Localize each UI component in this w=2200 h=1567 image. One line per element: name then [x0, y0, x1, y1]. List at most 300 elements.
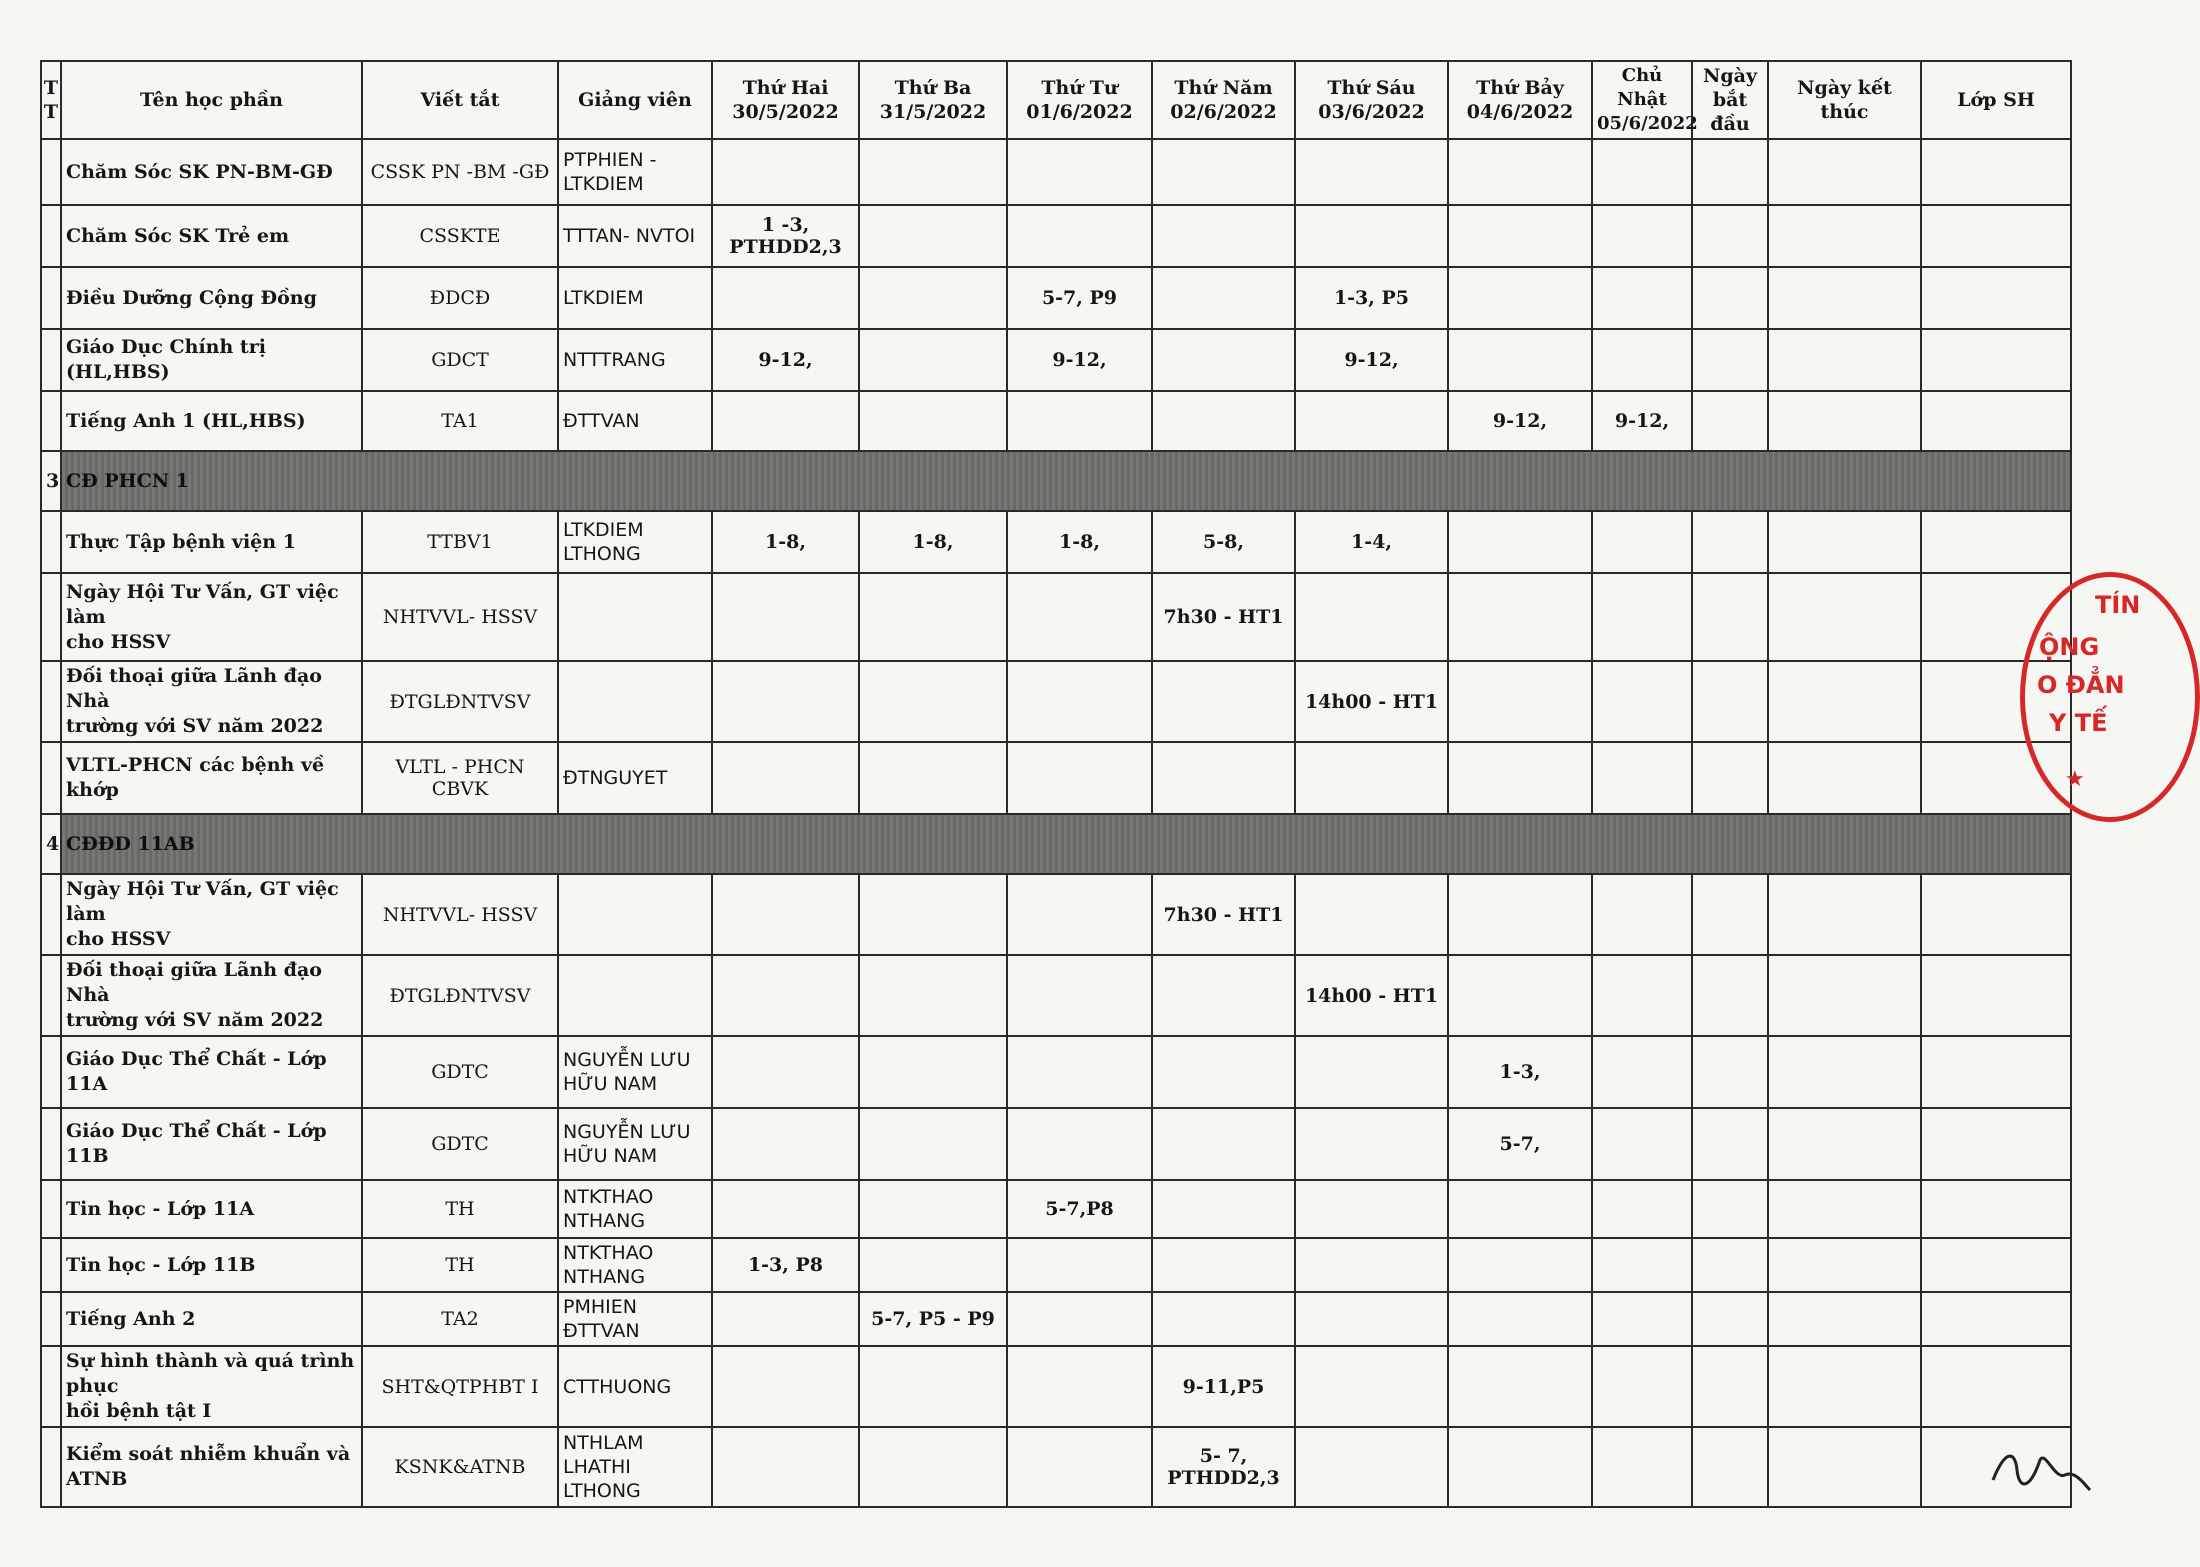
schedule-cell-tue	[859, 139, 1007, 205]
end-date-cell	[1768, 573, 1921, 661]
schedule-cell-tue	[859, 1427, 1007, 1507]
schedule-cell-fri	[1295, 391, 1448, 451]
course-name-cell: Tin học - Lớp 11A	[61, 1180, 362, 1238]
end-date-cell	[1768, 139, 1921, 205]
schedule-cell-thu	[1152, 1238, 1295, 1292]
schedule-cell-mon: 1 -3, PTHDD2,3	[712, 205, 859, 267]
schedule-cell-wed	[1007, 1427, 1152, 1507]
schedule-cell-fri: 9-12,	[1295, 329, 1448, 391]
row-number-cell	[41, 742, 61, 814]
schedule-cell-mon	[712, 139, 859, 205]
start-date-cell	[1692, 267, 1768, 329]
header-thursday: Thứ Năm 02/6/2022	[1152, 61, 1295, 139]
schedule-cell-tue	[859, 205, 1007, 267]
course-name-cell: Giáo Dục Thể Chất - Lớp 11A	[61, 1036, 362, 1108]
schedule-cell-sat	[1448, 1346, 1592, 1427]
abbreviation-cell: CSSK PN -BM -GĐ	[362, 139, 558, 205]
group-row	[41, 814, 2071, 874]
class-cell	[1921, 1346, 2071, 1427]
schedule-cell-sat	[1448, 1180, 1592, 1238]
group-label: CĐ PHCN 1	[61, 451, 2071, 511]
schedule-cell-thu	[1152, 139, 1295, 205]
course-name-cell: Tiếng Anh 1 (HL,HBS)	[61, 391, 362, 451]
lecturer-cell: CTTHUONG	[558, 1346, 712, 1427]
schedule-cell-mon	[712, 1346, 859, 1427]
schedule-cell-mon	[712, 955, 859, 1036]
table-row	[41, 661, 2071, 742]
lecturer-cell: NTHLAM LHATHI LTHONG	[558, 1427, 712, 1507]
header-sunday: Chủ Nhật 05/6/2022	[1592, 61, 1692, 139]
abbreviation-cell: TH	[362, 1238, 558, 1292]
schedule-cell-sat: 1-3,	[1448, 1036, 1592, 1108]
row-number-cell	[41, 955, 61, 1036]
row-number-cell	[41, 874, 61, 955]
table-row	[41, 1292, 2071, 1346]
course-name-cell: Ngày Hội Tư Vấn, GT việc làm cho HSSV	[61, 573, 362, 661]
lecturer-cell: NGUYỄN LƯU HỮU NAM	[558, 1036, 712, 1108]
start-date-cell	[1692, 955, 1768, 1036]
lecturer-cell: LTKDIEM LTHONG	[558, 511, 712, 573]
schedule-cell-sun: 9-12,	[1592, 391, 1692, 451]
abbreviation-cell: SHT&QTPHBT I	[362, 1346, 558, 1427]
schedule-cell-sun	[1592, 874, 1692, 955]
schedule-cell-wed	[1007, 573, 1152, 661]
lecturer-cell: ĐTTVAN	[558, 391, 712, 451]
schedule-cell-sat	[1448, 1292, 1592, 1346]
schedule-cell-sun	[1592, 1180, 1692, 1238]
schedule-cell-tue	[859, 742, 1007, 814]
schedule-cell-thu	[1152, 329, 1295, 391]
schedule-cell-tue	[859, 1238, 1007, 1292]
schedule-cell-fri	[1295, 205, 1448, 267]
schedule-cell-thu: 7h30 - HT1	[1152, 573, 1295, 661]
schedule-cell-tue	[859, 1346, 1007, 1427]
table-row	[41, 1238, 2071, 1292]
schedule-sheet	[40, 60, 2072, 1508]
abbreviation-cell: GDCT	[362, 329, 558, 391]
schedule-cell-sun	[1592, 573, 1692, 661]
lecturer-cell: ĐTNGUYET	[558, 742, 712, 814]
end-date-cell	[1768, 661, 1921, 742]
group-number: 3	[41, 451, 61, 511]
abbreviation-cell: KSNK&ATNB	[362, 1427, 558, 1507]
schedule-cell-thu	[1152, 742, 1295, 814]
schedule-cell-fri	[1295, 1292, 1448, 1346]
course-name-cell: Kiểm soát nhiễm khuẩn và ATNB	[61, 1427, 362, 1507]
schedule-cell-fri: 14h00 - HT1	[1295, 661, 1448, 742]
abbreviation-cell: GDTC	[362, 1108, 558, 1180]
end-date-cell	[1768, 205, 1921, 267]
section-a-rows	[41, 139, 2071, 451]
schedule-cell-sat: 5-7,	[1448, 1108, 1592, 1180]
end-date-cell	[1768, 329, 1921, 391]
schedule-cell-tue	[859, 874, 1007, 955]
course-name-cell: Giáo Dục Thể Chất - Lớp 11B	[61, 1108, 362, 1180]
schedule-cell-tue	[859, 391, 1007, 451]
row-number-cell	[41, 329, 61, 391]
schedule-cell-wed	[1007, 1346, 1152, 1427]
table-row	[41, 1108, 2071, 1180]
schedule-cell-sat	[1448, 205, 1592, 267]
schedule-cell-sat	[1448, 955, 1592, 1036]
group-number: 4	[41, 814, 61, 874]
row-number-cell	[41, 573, 61, 661]
start-date-cell	[1692, 661, 1768, 742]
section-3-rows	[41, 511, 2071, 814]
lecturer-cell	[558, 573, 712, 661]
schedule-cell-sun	[1592, 1427, 1692, 1507]
abbreviation-cell: TA1	[362, 391, 558, 451]
class-cell	[1921, 391, 2071, 451]
schedule-cell-mon	[712, 661, 859, 742]
schedule-cell-wed	[1007, 1108, 1152, 1180]
course-name-cell: Chăm Sóc SK PN-BM-GĐ	[61, 139, 362, 205]
schedule-cell-mon	[712, 391, 859, 451]
schedule-cell-sun	[1592, 742, 1692, 814]
schedule-cell-tue	[859, 573, 1007, 661]
class-cell	[1921, 1238, 2071, 1292]
abbreviation-cell: CSSKTE	[362, 205, 558, 267]
schedule-cell-fri	[1295, 1180, 1448, 1238]
class-cell	[1921, 1292, 2071, 1346]
lecturer-cell: PTPHIEN - LTKDIEM	[558, 139, 712, 205]
official-stamp	[2020, 572, 2200, 822]
schedule-cell-tue	[859, 1180, 1007, 1238]
row-number-cell	[41, 661, 61, 742]
schedule-cell-fri: 1-4,	[1295, 511, 1448, 573]
schedule-cell-thu	[1152, 1180, 1295, 1238]
row-number-cell	[41, 391, 61, 451]
class-cell	[1921, 1108, 2071, 1180]
schedule-cell-fri: 14h00 - HT1	[1295, 955, 1448, 1036]
abbreviation-cell: TH	[362, 1180, 558, 1238]
header-lecturer: Giảng viên	[558, 61, 712, 139]
row-number-cell	[41, 1238, 61, 1292]
end-date-cell	[1768, 267, 1921, 329]
schedule-cell-wed	[1007, 874, 1152, 955]
schedule-cell-wed: 1-8,	[1007, 511, 1152, 573]
end-date-cell	[1768, 1108, 1921, 1180]
end-date-cell	[1768, 1346, 1921, 1427]
schedule-cell-sun	[1592, 1108, 1692, 1180]
schedule-cell-wed: 9-12,	[1007, 329, 1152, 391]
schedule-cell-sun	[1592, 511, 1692, 573]
lecturer-cell: NTKTHAO NTHANG	[558, 1180, 712, 1238]
schedule-cell-sat	[1448, 511, 1592, 573]
row-number-cell	[41, 139, 61, 205]
start-date-cell	[1692, 391, 1768, 451]
table-row	[41, 1036, 2071, 1108]
schedule-cell-wed: 5-7,P8	[1007, 1180, 1152, 1238]
class-cell	[1921, 1180, 2071, 1238]
class-cell	[1921, 1036, 2071, 1108]
schedule-cell-wed: 5-7, P9	[1007, 267, 1152, 329]
schedule-cell-tue: 1-8,	[859, 511, 1007, 573]
lecturer-cell: LTKDIEM	[558, 267, 712, 329]
star-icon: ★	[2065, 767, 2085, 792]
header-end-date: Ngày kết thúc	[1768, 61, 1921, 139]
course-name-cell: Đối thoại giữa Lãnh đạo Nhà trường với SV năm 2022	[61, 661, 362, 742]
table-row	[41, 1346, 2071, 1427]
schedule-cell-thu: 5-8,	[1152, 511, 1295, 573]
schedule-cell-sat	[1448, 329, 1592, 391]
start-date-cell	[1692, 1427, 1768, 1507]
schedule-cell-wed	[1007, 955, 1152, 1036]
class-cell	[1921, 511, 2071, 573]
schedule-cell-mon: 1-3, P8	[712, 1238, 859, 1292]
schedule-cell-sun	[1592, 267, 1692, 329]
group-row	[41, 451, 2071, 511]
table-row	[41, 955, 2071, 1036]
schedule-cell-fri	[1295, 1108, 1448, 1180]
start-date-cell	[1692, 1238, 1768, 1292]
schedule-cell-mon	[712, 1292, 859, 1346]
table-row	[41, 874, 2071, 955]
table-row	[41, 205, 2071, 267]
schedule-cell-fri	[1295, 573, 1448, 661]
table-row	[41, 511, 2071, 573]
schedule-cell-fri	[1295, 742, 1448, 814]
schedule-cell-sat	[1448, 1238, 1592, 1292]
course-name-cell: Sự hình thành và quá trình phục hồi bệnh tật I	[61, 1346, 362, 1427]
schedule-cell-mon	[712, 1036, 859, 1108]
class-cell	[1921, 267, 2071, 329]
schedule-cell-thu: 5- 7, PTHDD2,3	[1152, 1427, 1295, 1507]
abbreviation-cell: ĐDCĐ	[362, 267, 558, 329]
lecturer-cell: NTKTHAO NTHANG	[558, 1238, 712, 1292]
lecturer-cell: NGUYỄN LƯU HỮU NAM	[558, 1108, 712, 1180]
end-date-cell	[1768, 1238, 1921, 1292]
abbreviation-cell: TTBV1	[362, 511, 558, 573]
table-row	[41, 1180, 2071, 1238]
abbreviation-cell: VLTL - PHCN CBVK	[362, 742, 558, 814]
lecturer-cell: NTTTRANG	[558, 329, 712, 391]
schedule-cell-sun	[1592, 329, 1692, 391]
header-friday: Thứ Sáu 03/6/2022	[1295, 61, 1448, 139]
header-wednesday: Thứ Tư 01/6/2022	[1007, 61, 1152, 139]
schedule-cell-thu	[1152, 1108, 1295, 1180]
schedule-cell-fri	[1295, 1427, 1448, 1507]
schedule-cell-wed	[1007, 1292, 1152, 1346]
section-4-rows	[41, 874, 2071, 1507]
schedule-cell-fri	[1295, 139, 1448, 205]
table-row	[41, 329, 2071, 391]
start-date-cell	[1692, 1292, 1768, 1346]
schedule-cell-wed	[1007, 205, 1152, 267]
schedule-cell-fri	[1295, 1036, 1448, 1108]
start-date-cell	[1692, 139, 1768, 205]
row-number-cell	[41, 1292, 61, 1346]
schedule-cell-mon	[712, 742, 859, 814]
start-date-cell	[1692, 1180, 1768, 1238]
lecturer-cell	[558, 955, 712, 1036]
header-monday: Thứ Hai 30/5/2022	[712, 61, 859, 139]
schedule-cell-tue: 5-7, P5 - P9	[859, 1292, 1007, 1346]
schedule-cell-wed	[1007, 139, 1152, 205]
abbreviation-cell: TA2	[362, 1292, 558, 1346]
table-row	[41, 267, 2071, 329]
schedule-cell-thu: 9-11,P5	[1152, 1346, 1295, 1427]
lecturer-cell	[558, 874, 712, 955]
header-stt: T T	[41, 61, 61, 139]
schedule-cell-mon	[712, 267, 859, 329]
schedule-cell-fri: 1-3, P5	[1295, 267, 1448, 329]
start-date-cell	[1692, 205, 1768, 267]
schedule-cell-thu	[1152, 1292, 1295, 1346]
schedule-cell-fri	[1295, 1238, 1448, 1292]
schedule-cell-tue	[859, 661, 1007, 742]
schedule-cell-tue	[859, 955, 1007, 1036]
row-number-cell	[41, 205, 61, 267]
schedule-cell-mon	[712, 1180, 859, 1238]
stamp-text: TÍN	[2095, 591, 2141, 619]
schedule-cell-tue	[859, 1036, 1007, 1108]
schedule-cell-sat	[1448, 1427, 1592, 1507]
start-date-cell	[1692, 1108, 1768, 1180]
schedule-cell-sun	[1592, 955, 1692, 1036]
stamp-text: ỘNG	[2039, 633, 2100, 661]
row-number-cell	[41, 1180, 61, 1238]
abbreviation-cell: GDTC	[362, 1036, 558, 1108]
schedule-cell-tue	[859, 329, 1007, 391]
start-date-cell	[1692, 511, 1768, 573]
course-name-cell: Ngày Hội Tư Vấn, GT việc làm cho HSSV	[61, 874, 362, 955]
course-name-cell: Đối thoại giữa Lãnh đạo Nhà trường với SV năm 2022	[61, 955, 362, 1036]
schedule-cell-wed	[1007, 661, 1152, 742]
end-date-cell	[1768, 874, 1921, 955]
row-number-cell	[41, 1108, 61, 1180]
abbreviation-cell: ĐTGLĐNTVSV	[362, 661, 558, 742]
schedule-cell-thu: 7h30 - HT1	[1152, 874, 1295, 955]
table-row	[41, 391, 2071, 451]
schedule-cell-sat: 9-12,	[1448, 391, 1592, 451]
start-date-cell	[1692, 329, 1768, 391]
course-name-cell: Điều Dưỡng Cộng Đồng	[61, 267, 362, 329]
schedule-cell-sun	[1592, 1036, 1692, 1108]
schedule-cell-thu	[1152, 1036, 1295, 1108]
class-cell	[1921, 955, 2071, 1036]
schedule-cell-mon	[712, 1427, 859, 1507]
header-row	[41, 61, 2071, 139]
class-cell	[1921, 205, 2071, 267]
course-name-cell: Giáo Dục Chính trị (HL,HBS)	[61, 329, 362, 391]
start-date-cell	[1692, 573, 1768, 661]
table-row	[41, 139, 2071, 205]
schedule-cell-thu	[1152, 267, 1295, 329]
lecturer-cell	[558, 661, 712, 742]
lecturer-cell: PMHIEN ĐTTVAN	[558, 1292, 712, 1346]
schedule-cell-fri	[1295, 1346, 1448, 1427]
header-abbreviation: Viết tắt	[362, 61, 558, 139]
header-course-name: Tên học phần	[61, 61, 362, 139]
course-name-cell: Tiếng Anh 2	[61, 1292, 362, 1346]
start-date-cell	[1692, 1346, 1768, 1427]
end-date-cell	[1768, 1292, 1921, 1346]
schedule-cell-sat	[1448, 874, 1592, 955]
schedule-cell-fri	[1295, 874, 1448, 955]
schedule-cell-sun	[1592, 1292, 1692, 1346]
schedule-cell-mon	[712, 573, 859, 661]
row-number-cell	[41, 1346, 61, 1427]
schedule-cell-sat	[1448, 742, 1592, 814]
end-date-cell	[1768, 511, 1921, 573]
group-3	[41, 451, 2071, 511]
schedule-cell-thu	[1152, 391, 1295, 451]
schedule-cell-sat	[1448, 573, 1592, 661]
course-name-cell: Tin học - Lớp 11B	[61, 1238, 362, 1292]
schedule-cell-mon: 1-8,	[712, 511, 859, 573]
row-number-cell	[41, 1036, 61, 1108]
schedule-cell-tue	[859, 1108, 1007, 1180]
signature-mark	[1985, 1440, 2095, 1500]
end-date-cell	[1768, 955, 1921, 1036]
start-date-cell	[1692, 1036, 1768, 1108]
end-date-cell	[1768, 1427, 1921, 1507]
row-number-cell	[41, 1427, 61, 1507]
group-4	[41, 814, 2071, 874]
schedule-cell-tue	[859, 267, 1007, 329]
schedule-table	[40, 60, 2072, 1508]
schedule-cell-sun	[1592, 1238, 1692, 1292]
schedule-cell-wed	[1007, 391, 1152, 451]
schedule-cell-thu	[1152, 955, 1295, 1036]
header-class: Lớp SH	[1921, 61, 2071, 139]
group-label: CĐĐD 11AB	[61, 814, 2071, 874]
abbreviation-cell: NHTVVL- HSSV	[362, 573, 558, 661]
stamp-text: Y TẾ	[2049, 709, 2108, 737]
schedule-cell-sat	[1448, 139, 1592, 205]
schedule-cell-thu	[1152, 205, 1295, 267]
start-date-cell	[1692, 742, 1768, 814]
header-tuesday: Thứ Ba 31/5/2022	[859, 61, 1007, 139]
schedule-cell-sun	[1592, 661, 1692, 742]
table-row	[41, 573, 2071, 661]
schedule-cell-mon	[712, 874, 859, 955]
row-number-cell	[41, 511, 61, 573]
table-row	[41, 1427, 2071, 1507]
class-cell	[1921, 874, 2071, 955]
schedule-cell-thu	[1152, 661, 1295, 742]
end-date-cell	[1768, 742, 1921, 814]
end-date-cell	[1768, 1180, 1921, 1238]
schedule-cell-sat	[1448, 267, 1592, 329]
lecturer-cell: TTTAN- NVTOI	[558, 205, 712, 267]
schedule-cell-wed	[1007, 742, 1152, 814]
schedule-cell-sun	[1592, 205, 1692, 267]
course-name-cell: Thực Tập bệnh viện 1	[61, 511, 362, 573]
schedule-cell-sun	[1592, 1346, 1692, 1427]
table-row	[41, 742, 2071, 814]
row-number-cell	[41, 267, 61, 329]
course-name-cell: Chăm Sóc SK Trẻ em	[61, 205, 362, 267]
schedule-cell-wed	[1007, 1238, 1152, 1292]
schedule-cell-sun	[1592, 139, 1692, 205]
course-name-cell: VLTL-PHCN các bệnh về khớp	[61, 742, 362, 814]
end-date-cell	[1768, 1036, 1921, 1108]
header-saturday: Thứ Bảy 04/6/2022	[1448, 61, 1592, 139]
stamp-text: O ĐẲN	[2037, 671, 2125, 699]
class-cell	[1921, 329, 2071, 391]
schedule-cell-mon	[712, 1108, 859, 1180]
schedule-cell-sat	[1448, 661, 1592, 742]
schedule-cell-wed	[1007, 1036, 1152, 1108]
class-cell	[1921, 139, 2071, 205]
header-start-date: Ngày bắt đầu	[1692, 61, 1768, 139]
schedule-cell-mon: 9-12,	[712, 329, 859, 391]
abbreviation-cell: NHTVVL- HSSV	[362, 874, 558, 955]
start-date-cell	[1692, 874, 1768, 955]
abbreviation-cell: ĐTGLĐNTVSV	[362, 955, 558, 1036]
